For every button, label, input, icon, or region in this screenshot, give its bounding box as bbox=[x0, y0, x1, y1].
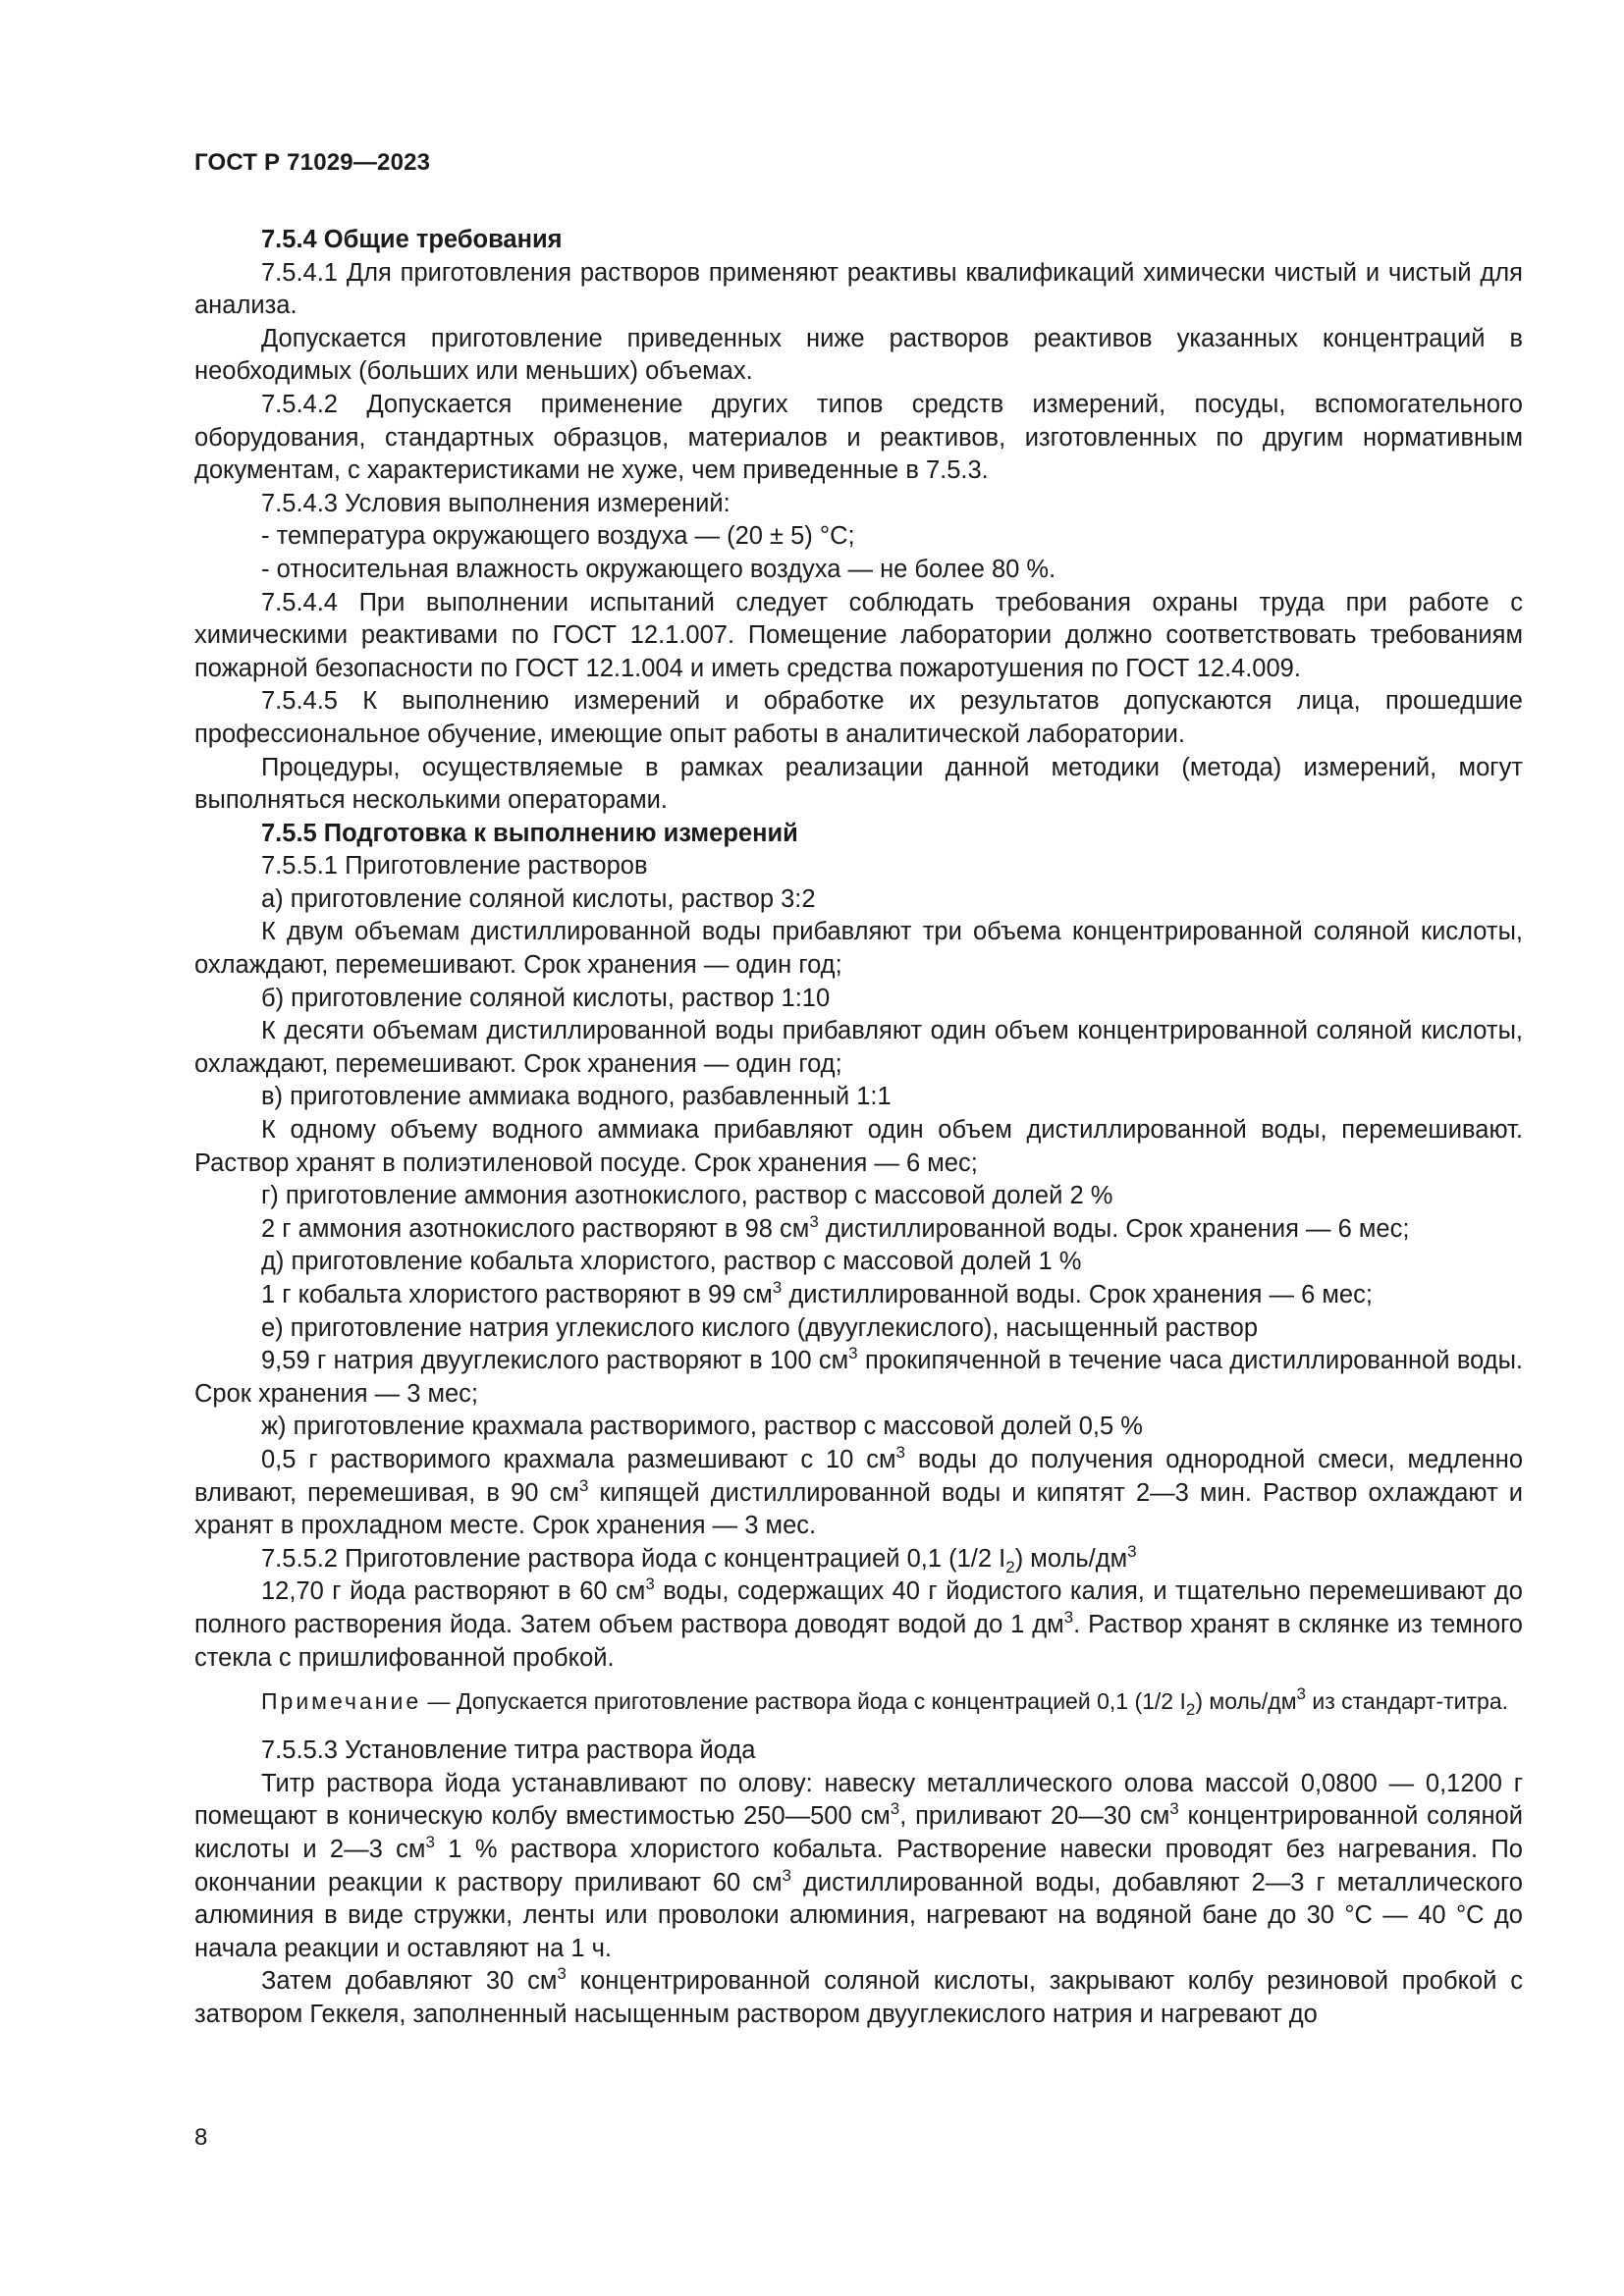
paragraph: 2 г аммония азотнокислого растворяют в 98 $см^3$ дистиллированной воды. Срок хранения — 6 мес; bbox=[261, 1211, 1410, 1243]
paragraph: Процедуры, осуществляемые в рамках реализации данной методики (метода) измерений, могут выполняться несколькими операторами. bbox=[194, 753, 1523, 815]
paragraph: 7.5.4.5 К выполнению измерений и обработке их результатов допускаются лица, прошедшие профессиональное обучение, имеющие опыт работы в аналитической лаборатории. bbox=[194, 687, 1523, 748]
paragraph: Допускается приготовление приведенных ниже растворов реактивов указанных концентраций в необходимых (больших или меньших) объемах. bbox=[194, 324, 1523, 386]
list-item-title: а) приготовление соляной кислоты, раствор 3:2 bbox=[261, 884, 816, 913]
subsection-title: 7.5.5.2 Приготовление раствора йода с концентрацией 0,1 (1/2 $I_2$) моль/$дм^3$ bbox=[261, 1541, 1137, 1576]
list-item: - относительная влажность окружающего воздуха — не более 80 %. bbox=[261, 555, 1056, 583]
paragraph: 7.5.4.2 Допускается применение других типов средств измерений, посуды, вспомогательного оборудования, стандартных образцов, материалов и реактивов, изготовленных по другим нормативным документам, с характеристиками не хуже, чем приведенные в 7.5.3. bbox=[194, 390, 1523, 485]
list-item-title: е) приготовление натрия углекислого кислого (двууглекислого), насыщенный раствор bbox=[261, 1313, 1259, 1342]
section-heading-7-5-5: 7.5.5 Подготовка к выполнению измерений bbox=[261, 819, 798, 847]
list-item-title: д) приготовление кобальта хлористого, раствор с массовой долей 1 % bbox=[261, 1248, 1082, 1276]
paragraph: 9,59 г натрия двууглекислого растворяют в 100 $см^3$ прокипяченной в течение часа дистиллированной воды. Срок хранения — 3 мес; bbox=[194, 1344, 1523, 1408]
body-text bbox=[194, 224, 1523, 2031]
paragraph: К одному объему водного аммиака прибавляют один объем дистиллированной воды, перемешивают. Раствор хранят в полиэтиленовой посуде. Срок хранения — 6 мес; bbox=[194, 1116, 1523, 1177]
paragraph: 12,70 г йода растворяют в 60 $см^3$ воды, содержащих 40 г йодистого калия, и тщательно перемешивают до полного растворения йода. Затем объем раствора доводят водой до 1 $дм^3$. Раствор хранят в склянке из темного стекла с пришлифованной пробкой. bbox=[194, 1575, 1523, 1672]
paragraph: К десяти объемам дистиллированной воды прибавляют один объем концентрированной соляной кислоты, охлаждают, перемешивают. Срок хранения — один год; bbox=[194, 1017, 1523, 1078]
paragraph: 7.5.4.3 Условия выполнения измерений: bbox=[261, 489, 731, 517]
list-item-title: в) приготовление аммиака водного, разбавленный 1:1 bbox=[261, 1083, 892, 1111]
paragraph: Титр раствора йода устанавливают по олову: навеску металлического олова массой 0,0800 — 0,1200 г помещают в коническую колбу вместимостью 250—500 $см^3$, приливают 20—30 $см^3$ концентрированной соляной кислоты и 2—3 $см^3$ 1 % раствора хлористого кобальта. Растворение навески проводят без нагревания. По окончании реакции к раствору приливают 60 $см^3$ дистиллированной воды, добавляют 2—3 г металлического алюминия в виде стружки, ленты или проволоки алюминия, нагревают на водяной бане до 30 °C — 40 °C до начала реакции и оставляют на 1 ч. bbox=[194, 1769, 1523, 1962]
paragraph: К двум объемам дистиллированной воды прибавляют три объема концентрированной соляной кислоты, охлаждают, перемешивают. Срок хранения — один год; bbox=[194, 918, 1523, 980]
paragraph: 0,5 г растворимого крахмала размешивают с 10 $см^3$ воды до получения однородной смеси, медленно вливают, перемешивая, в 90 $см^3$ кипящей дистиллированной воды и кипятят 2—3 мин. Раствор охлаждают и хранят в прохладном месте. Срок хранения — 3 мес. bbox=[194, 1442, 1524, 1540]
list-item-title: г) приготовление аммония азотнокислого, раствор с массовой долей 2 % bbox=[261, 1182, 1113, 1210]
list-item: - температура окружающего воздуха — (20 ± 5) °C; bbox=[261, 522, 855, 551]
section-heading-7-5-4: 7.5.4 Общие требования bbox=[261, 226, 563, 253]
paragraph: 1 г кобальта хлористого растворяют в 99 $см^3$ дистиллированной воды. Срок хранения — 6 мес; bbox=[261, 1278, 1373, 1308]
document-code: ГОСТ Р 71029—2023 bbox=[194, 149, 431, 176]
note-label: Примечание bbox=[261, 1688, 422, 1715]
note: Примечание — Допускается приготовление раствора йода с концентрацией 0,1 (1/2 $I_2$) моль/$дм^3$ из стандарт-титра. bbox=[261, 1684, 1509, 1720]
paragraph: 7.5.4.4 При выполнении испытаний следует соблюдать требования охраны труда при работе с химическими реактивами по ГОСТ 12.1.007. Помещение лаборатории должно соответствовать требованиям пожарной безопасности по ГОСТ 12.1.004 и иметь средства пожаротушения по ГОСТ 12.4.009. bbox=[194, 588, 1523, 682]
list-item-title: б) приготовление соляной кислоты, раствор 1:10 bbox=[261, 984, 831, 1012]
subsection-title: 7.5.5.3 Установление титра раствора йода bbox=[261, 1736, 756, 1765]
page-number: 8 bbox=[194, 2124, 208, 2151]
subsection-title: 7.5.5.1 Приготовление растворов bbox=[261, 852, 648, 881]
paragraph: Затем добавляют 30 $см^3$ концентрированной соляной кислоты, закрывают колбу резиновой пробкой с затвором Геккеля, заполненный насыщенным раствором двууглекислого натрия и нагревают до bbox=[194, 1964, 1524, 2028]
list-item-title: ж) приготовление крахмала растворимого, раствор с массовой долей 0,5 % bbox=[261, 1413, 1143, 1441]
paragraph: 7.5.4.1 Для приготовления растворов применяют реактивы квалификаций химически чистый и чистый для анализа. bbox=[194, 258, 1523, 320]
